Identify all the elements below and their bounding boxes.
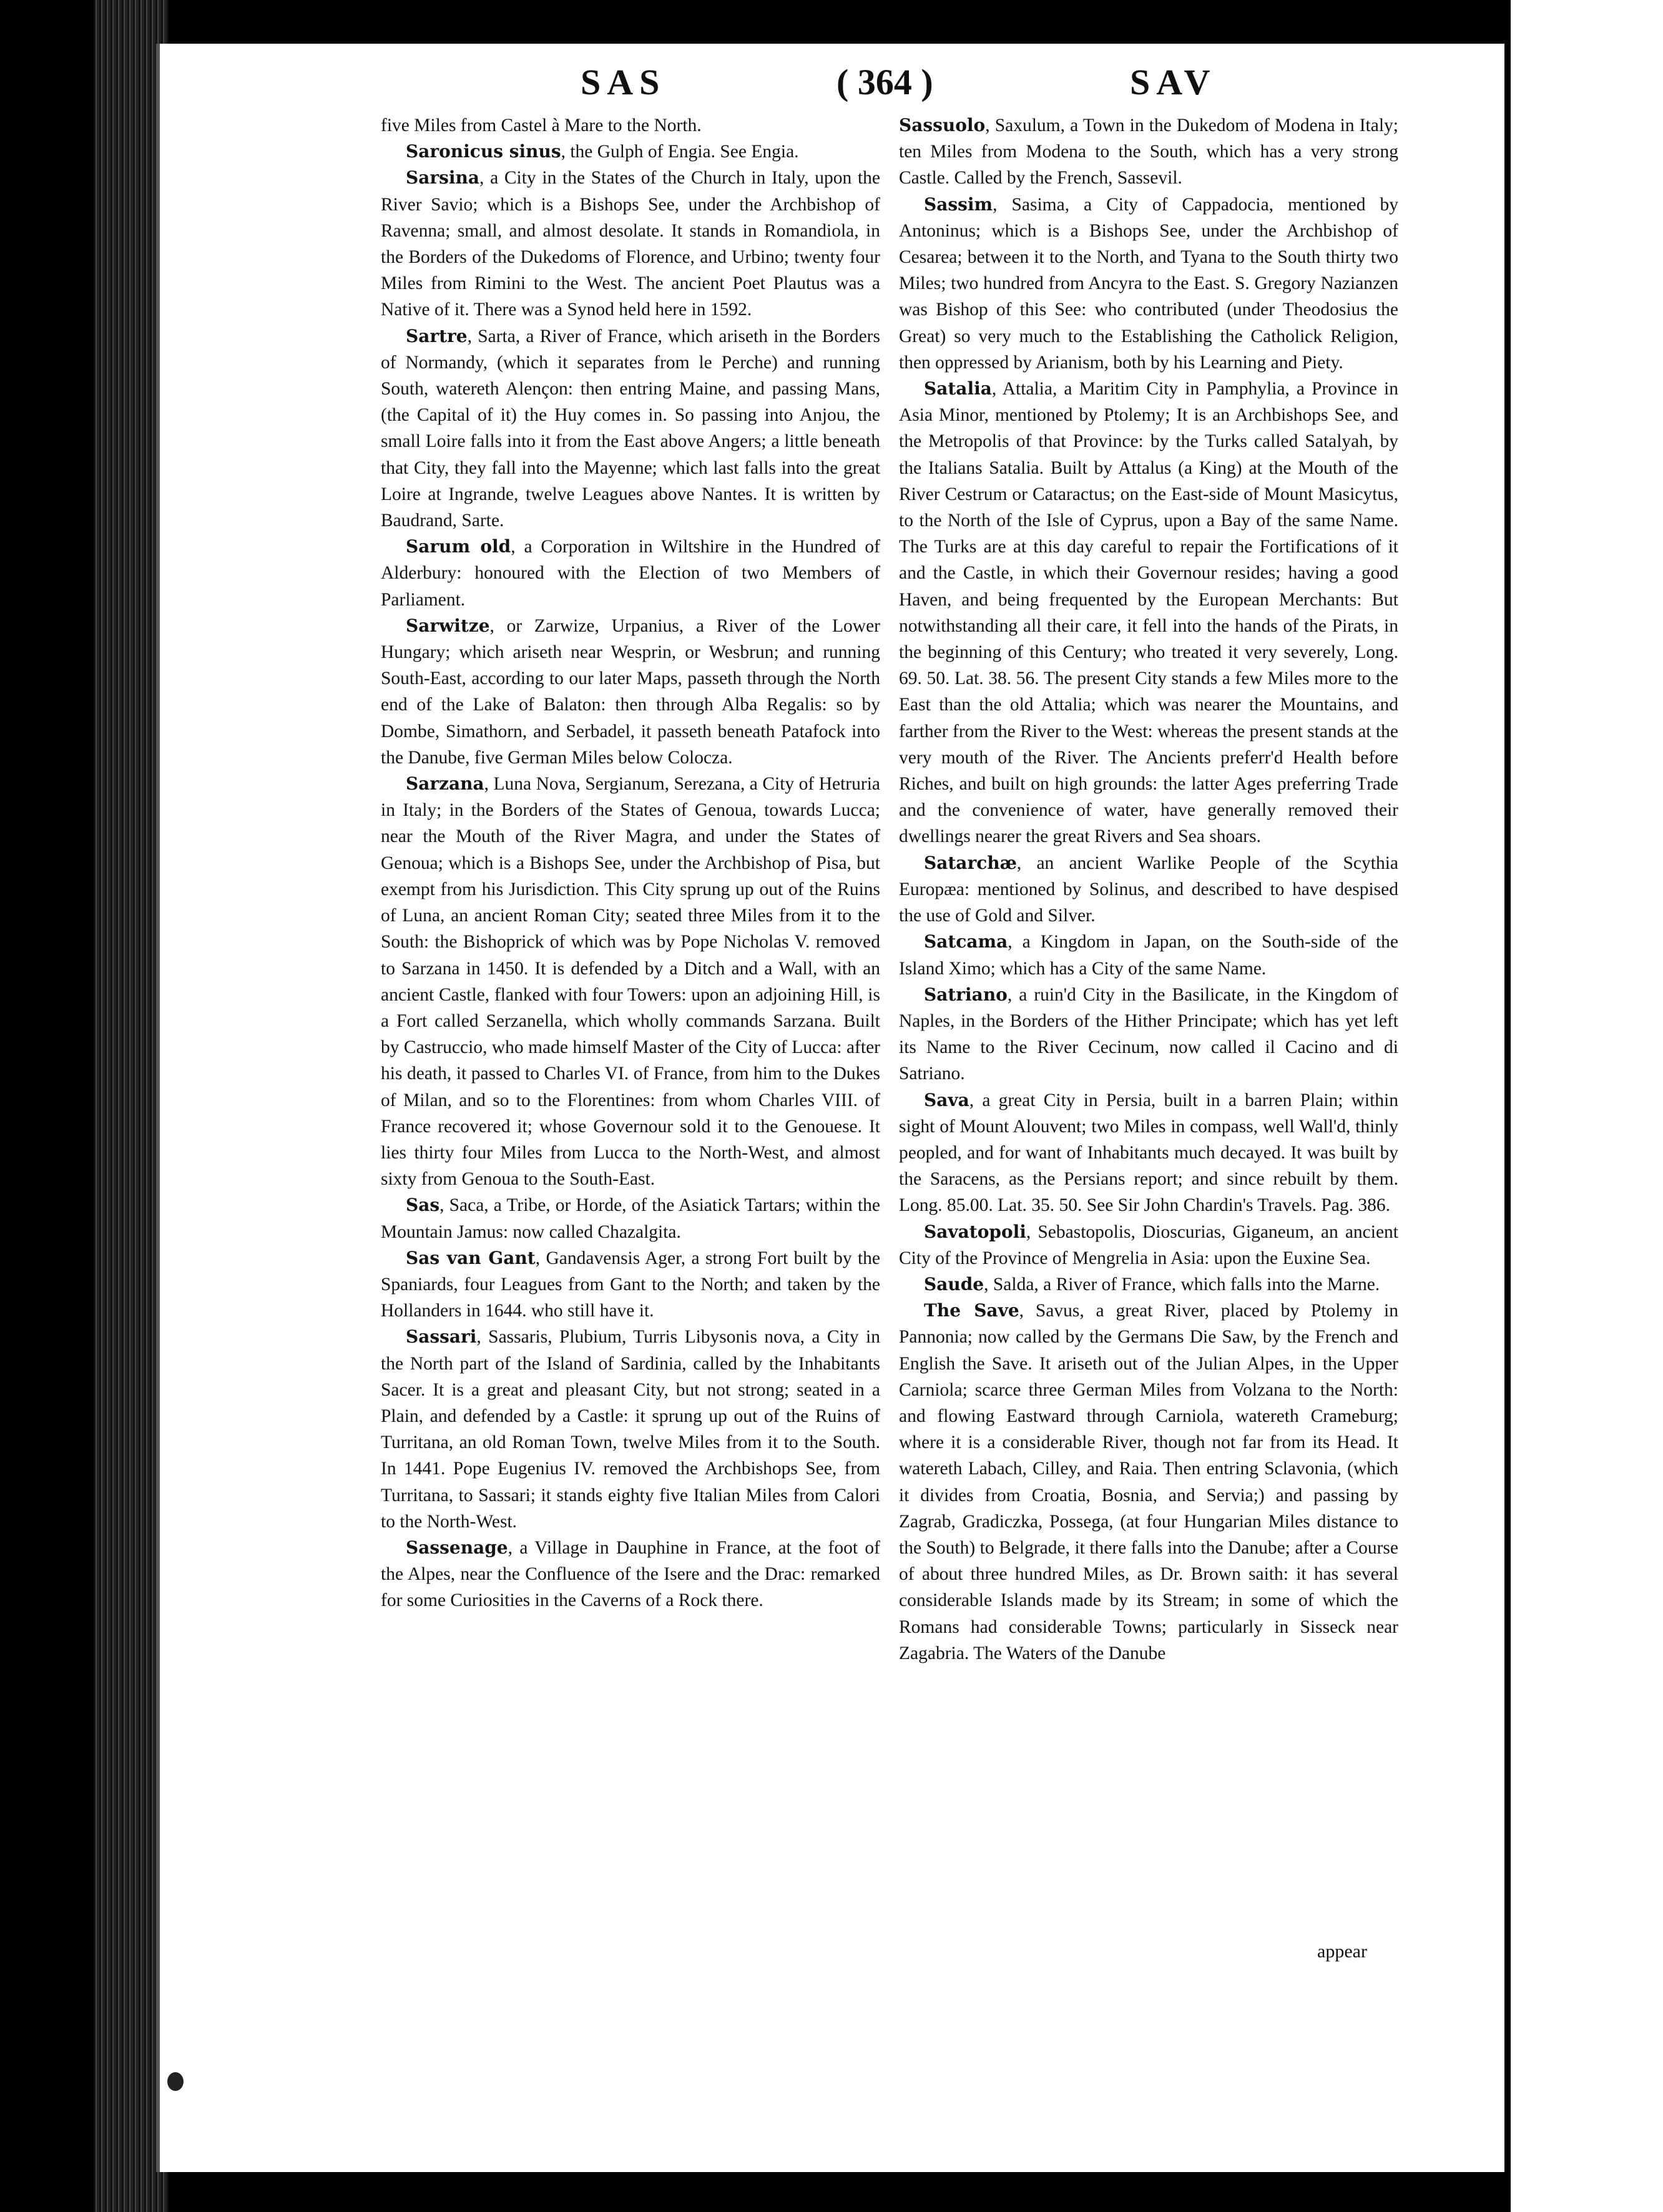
- entry-headword: Sassim: [924, 193, 993, 215]
- entry-text: , Saca, a Tribe, or Horde, of the Asiatick Tartars; within the Mountain Jamus: now called Chazalgita.: [381, 1195, 880, 1242]
- entry-text: , Luna Nova, Sergianum, Serezana, a City of Hetruria in Italy; in the Borders of the States of Genoua, towards Lucca; near the Mouth of the River Magra, and under the States of Genoua; which is a Bishops See, under the Archbishop of Pisa, but exempt from his Jurisdiction. This City sprung up out of the Ruins of Luna, an ancient Roman City; seated three Miles from it to the South: the Bishoprick of which was by Pope Nicholas V. removed to Sarzana in 1450. It is defended by a Ditch and a Wall, with an ancient Castle, flanked with four Towers: upon an adjoining Hill, is a Fort called Serzanella, which wholly commands Sarzana. Built by Castruccio, who made himself Master of the City of Lucca: after his death, it passed to Charles VI. of France, from him to the Dukes of Milan, and so to the Florentines: from whom Charles VIII. of France recovered it; whose Governour sold it to the Genouese. It lies thirty four Miles from Lucca to the North-West, and almost sixty from Genoua to the South-East.: [381, 774, 880, 1190]
- entry-headword: Satarchæ: [924, 852, 1017, 873]
- entry-text: , a City in the States of the Church in Italy, upon the River Savio; which is a Bishops See, under the Archbishop of Ravenna; small, and almost desolate. It stands in Romandiola, in the Borders of the Dukedoms of Florence, and Urbino; twenty four Miles from Rimini to the West. The ancient Poet Plautus was a Native of it. There was a Synod held here in 1592.: [381, 168, 880, 320]
- dictionary-entry: [381, 139, 880, 165]
- dictionary-entry: [381, 165, 880, 323]
- facing-page-edge: [1511, 0, 1663, 2212]
- running-head-right: SAV: [1130, 62, 1217, 102]
- dictionary-entry: [899, 1087, 1398, 1219]
- entry-headword: Sava: [924, 1089, 969, 1110]
- entry-headword: Sarsina: [406, 167, 480, 188]
- dictionary-entry: [381, 771, 880, 1192]
- dictionary-entry: [381, 112, 880, 139]
- dictionary-entry: [899, 982, 1398, 1087]
- dictionary-entry: [381, 1192, 880, 1245]
- right-text-column: [899, 112, 1398, 1666]
- entry-text: , Sasima, a City of Cappadocia, mentioned by Antoninus; which is a Bishops See, under the Archbishop of Cesarea; between it to the North, and Tyana to the South thirty two Miles; two hundred from Ancyra to the East. S. Gregory Nazianzen was Bishop of this See: who contributed (under Theodosius the Great) so very much to the Establishing the Catholick Religion, then oppressed by Arianism, both by his Learning and Piety.: [899, 194, 1398, 373]
- entry-text: , a Corporation in Wiltshire in the Hundred of Alderbury: honoured with the Election of two Members of Parliament.: [381, 537, 880, 610]
- dictionary-entry: [381, 1245, 880, 1324]
- entry-headword: Satriano: [924, 984, 1008, 1005]
- dictionary-entry: [381, 1535, 880, 1614]
- dictionary-entry: [899, 112, 1398, 192]
- dictionary-entry: [381, 323, 880, 534]
- entry-headword: Sassuolo: [899, 115, 986, 135]
- entry-text: , Sarta, a River of France, which ariseth in the Borders of Normandy, (which it separates from le Perche) and running South, watereth Alençon: then entring Maine, and passing Mans, (the Capital of it) the Huy comes in. So passing into Anjou, the small Loire falls into it from the East above Angers; a little beneath that City, they fall into the Mayenne; which last falls into the great Loire at Ingrande, twelve Leagues above Nantes. It is written by Baudrand, Sarte.: [381, 326, 880, 531]
- dictionary-entry: [899, 1219, 1398, 1271]
- entry-headword: The Save: [924, 1300, 1019, 1321]
- dictionary-entry: [381, 1324, 880, 1535]
- entry-headword: Sarum old: [406, 536, 511, 557]
- entry-headword: Sassenage: [406, 1537, 508, 1558]
- page-gutter: [1504, 0, 1511, 2212]
- running-head-left: SAS: [581, 62, 666, 102]
- dictionary-entry: [899, 1298, 1398, 1666]
- entry-text: , an ancient Warlike People of the Scythia Europæa: mentioned by Solinus, and described to have despised the use of Gold and Silver.: [899, 853, 1398, 926]
- dictionary-entry: [899, 192, 1398, 376]
- entry-headword: Satalia: [924, 378, 992, 399]
- entry-text: , Gandavensis Ager, a strong Fort built by the Spaniards, four Leagues from Gant to the North; and taken by the Hollanders in 1644. who still have it.: [381, 1248, 880, 1321]
- dictionary-entry: [899, 929, 1398, 981]
- entry-headword: Sarzana: [406, 773, 484, 795]
- dictionary-entry: [381, 613, 880, 771]
- entry-text: , or Zarwize, Urpanius, a River of the Lower Hungary; which ariseth near Wesprin, or Wesbrun; and running South-East, according to our later Maps, passeth through the North end of the Lake of Balaton: then through Alba Regalis: so by Dombe, Simathorn, and Serbadel, it passeth beneath Patafock into the Danube, five German Miles below Colocza.: [381, 615, 880, 768]
- left-text-column: [381, 112, 880, 1614]
- catchword: appear: [1317, 1941, 1367, 1962]
- entry-text: , a great City in Persia, built in a barren Plain; within sight of Mount Alouvent; two Miles in compass, well Wall'd, thinly peopled, and for want of Inhabitants much decayed. It was built by the Saracens, as the Persians report; and since rebuilt by them. Long. 85.00. Lat. 35. 50. See Sir John Chardin's Travels. Pag. 386.: [899, 1090, 1398, 1216]
- running-head: [0, 61, 1663, 105]
- entry-text: , the Gulph of Engia. See Engia.: [561, 142, 799, 162]
- entry-headword: Sarwitze: [406, 615, 490, 636]
- entry-text: , Sebastopolis, Dioscurias, Giganeum, an ancient City of the Province of Mengrelia in Asia: upon the Euxine Sea.: [899, 1221, 1398, 1268]
- dictionary-entry: [899, 850, 1398, 929]
- entry-headword: Sassari: [406, 1326, 477, 1348]
- dictionary-entry: [899, 376, 1398, 850]
- entry-text: , a Kingdom in Japan, on the South-side of the Island Ximo; which has a City of the same Name.: [899, 932, 1398, 979]
- entry-text: , a ruin'd City in the Basilicate, in the Kingdom of Naples, in the Borders of the Hither Principate; which has yet left its Name to the River Cecinum, now called il Cacino and di Satriano.: [899, 984, 1398, 1084]
- dictionary-entry: [381, 534, 880, 613]
- entry-headword: Sartre: [406, 325, 468, 346]
- entry-headword: Saronicus sinus: [406, 141, 561, 162]
- entry-text: , Salda, a River of France, which falls into the Marne.: [984, 1274, 1380, 1294]
- entry-text: , a Village in Dauphine in France, at the foot of the Alpes, near the Confluence of the Isere and the Drac: remarked for some Curiosities in the Caverns of a Rock there.: [381, 1537, 880, 1611]
- page-number: ( 364 ): [836, 62, 933, 102]
- entry-headword: Sas van Gant: [406, 1247, 536, 1268]
- entry-text: five Miles from Castel à Mare to the North.: [381, 115, 702, 135]
- page-blemish: [167, 2072, 184, 2091]
- entry-text: , Attalia, a Maritim City in Pamphylia, a Province in Asia Minor, mentioned by Ptolemy; It is an Archbishops See, and the Metropolis of that Province: by the Turks called Satalyah, by the Italians Satalia. Built by Attalus (a King) at the Mouth of the River Cestrum or Cataractus; on the East-side of Mount Masicytus, to the North of the Isle of Cyprus, upon a Bay of the same Name. The Turks are at this day careful to repair the Fortifications of it and the Castle, in which their Governour resides; having a good Haven, and being frequented by the European Merchants: But notwithstanding all their care, it fell into the hands of the Pirats, in the beginning of this Century; who treated it very severely, Long. 69. 50. Lat. 38. 56. The present City stands a few Miles more to the East than the old Attalia; which was nearer the Mountains, and farther from the River to the West: whereas the present stands at the very mouth of the River. The Ancients preferr'd Health before Riches, and built on high grounds: the latter Ages preferring Trade and the convenience of water, have generally removed their dwellings nearer the great Rivers and Sea shoars.: [899, 379, 1398, 847]
- entry-text: , Saxulum, a Town in the Dukedom of Modena in Italy; ten Miles from Modena to the South, which has a very strong Castle. Called by the French, Sassevil.: [899, 115, 1398, 188]
- entry-headword: Savatopoli: [924, 1221, 1026, 1242]
- entry-text: , Savus, a great River, placed by Ptolemy in Pannonia; now called by the Germans Die Saw, by the French and English the Save. It ariseth out of the Julian Alpes, in the Upper Carniola; scarce three German Miles from Volzana to the North: and flowing Eastward through Carniola, watereth Crameburg; where it is a considerable River, though not far from its Head. It watereth Labach, Cilley, and Raia. Then entring Sclavonia, (which it divides from Croatia, Bosnia, and Servia;) and passing by Zagrab, Gradiczka, Possega, (at four Hungarian Miles distance to the South) to Belgrade, it there falls into the Danube; after a Course of about three hundred Miles, as Dr. Brown saith: it has several considerable Islands made by its Stream; in some of which the Romans had considerable Towns; particularly in Sisseck near Zagabria. The Waters of the Danube: [899, 1301, 1399, 1663]
- entry-headword: Satcama: [924, 931, 1008, 952]
- dictionary-entry: [899, 1271, 1398, 1298]
- entry-text: , Sassaris, Plubium, Turris Libysonis nova, a City in the North part of the Island of Sardinia, called by the Inhabitants Sacer. It is a great and pleasant City, but not strong; seated in a Plain, and defended by a Castle: it sprung up out of the Ruins of Turritana, an old Roman Town, twelve Miles from it to the South. In 1441. Pope Eugenius IV. removed the Archbishops See, from Turritana, to Sassari; it stands eighty five Italian Miles from Calori to the North-West.: [381, 1327, 880, 1532]
- entry-headword: Saude: [924, 1273, 984, 1294]
- entry-headword: Sas: [406, 1195, 440, 1216]
